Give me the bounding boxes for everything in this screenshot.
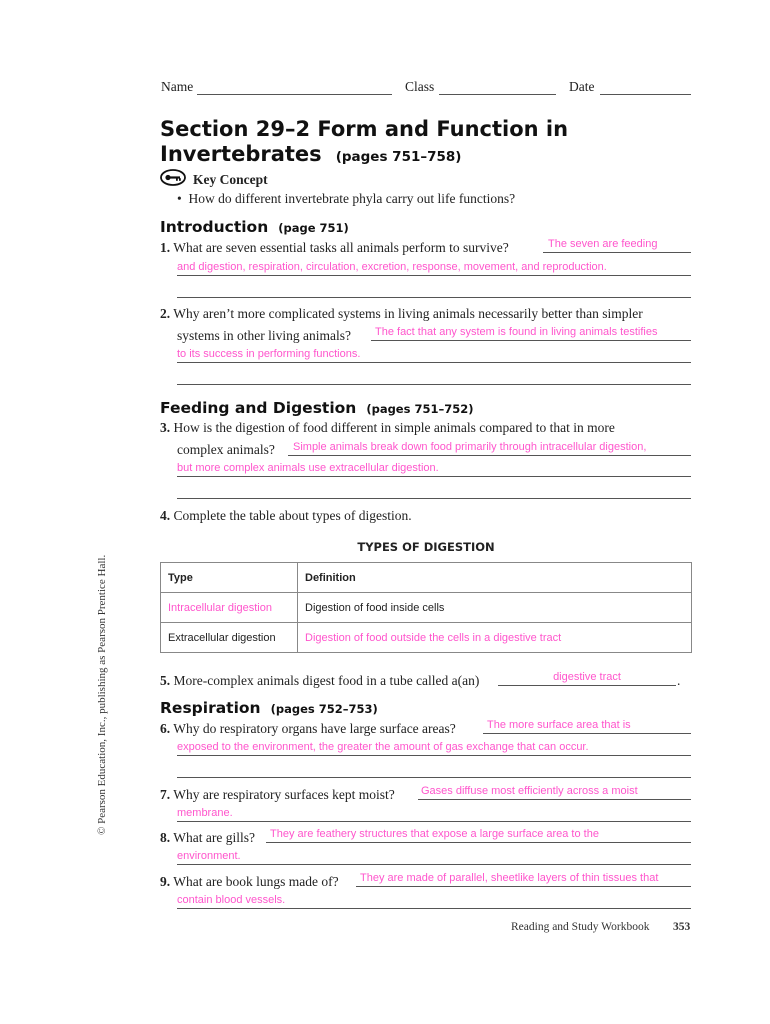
- key-concept-label: Key Concept: [193, 172, 268, 187]
- answer-line: [288, 455, 691, 456]
- question-text: Why aren’t more complicated systems in living animals necessarily better than simpler: [173, 306, 643, 321]
- answer-1-line1[interactable]: The seven are feeding: [548, 238, 658, 250]
- question-text: Why do respiratory organs have large surface areas?: [173, 721, 456, 736]
- date-field[interactable]: [600, 94, 691, 95]
- answer-line: [177, 297, 691, 298]
- answer-2-line1[interactable]: The fact that any system is found in living animals testifies: [375, 326, 658, 338]
- answer-line: [177, 777, 691, 778]
- section-title: Introduction: [160, 218, 269, 236]
- answer-3-line1[interactable]: Simple animals break down food primarily through intracellular digestion,: [293, 441, 647, 453]
- answer-9-line2[interactable]: contain blood vessels.: [177, 894, 286, 906]
- table-header-type: Type: [161, 563, 298, 593]
- answer-3-line2[interactable]: but more complex animals use extracellular digestion.: [177, 462, 439, 474]
- question-8: [160, 830, 255, 846]
- section-heading-respiration: [160, 699, 378, 717]
- name-label: Name: [161, 79, 194, 94]
- question-text: What are book lungs made of?: [173, 874, 339, 889]
- answer-1-line2[interactable]: and digestion, respiration, circulation, excretion, response, movement, and reproduction.: [177, 261, 607, 273]
- answer-line: [177, 908, 691, 909]
- answer-line: [356, 886, 691, 887]
- table-cell-answer[interactable]: Digestion of food outside the cells in a digestive tract: [298, 623, 692, 653]
- answer-7-line1[interactable]: Gases diffuse most efficiently across a moist: [421, 785, 638, 797]
- table-cell: Digestion of food inside cells: [298, 593, 692, 623]
- name-field[interactable]: [197, 94, 392, 95]
- question-number: 5.: [160, 673, 171, 688]
- question-7: [160, 787, 395, 803]
- answer-line: [371, 340, 691, 341]
- section-heading-introduction: [160, 218, 349, 236]
- question-6: [160, 721, 456, 737]
- table-header-row: [161, 563, 692, 593]
- answer-line: [543, 252, 691, 253]
- table-row: [161, 623, 692, 653]
- answer-line: [177, 275, 691, 276]
- answer-line: [177, 821, 691, 822]
- section-pages: (pages 752–753): [270, 702, 378, 716]
- answer-line: [177, 755, 691, 756]
- table-row: [161, 593, 692, 623]
- table-title: TYPES OF DIGESTION: [357, 540, 495, 554]
- question-9: [160, 874, 339, 890]
- question-number: 9.: [160, 874, 171, 889]
- question-text: Complete the table about types of digestion.: [173, 508, 412, 523]
- question-text: What are gills?: [173, 830, 255, 845]
- answer-line: [177, 362, 691, 363]
- section-heading-feeding: [160, 399, 473, 417]
- question-number: 4.: [160, 508, 171, 523]
- answer-8-line1[interactable]: They are feathery structures that expose a large surface area to the: [270, 828, 599, 840]
- table-cell: Extracellular digestion: [161, 623, 298, 653]
- footer-book-title: Reading and Study Workbook: [511, 921, 650, 933]
- side-copyright: © Pearson Education, Inc., publishing as Pearson Prentice Hall.: [96, 554, 108, 835]
- page-title-invertebrates: Invertebrates: [160, 142, 322, 166]
- answer-5[interactable]: digestive tract: [553, 671, 621, 683]
- question-3-line2: complex animals?: [177, 442, 275, 457]
- question-text: How is the digestion of food different in simple animals compared to that in more: [173, 420, 615, 435]
- page-title-line1: Section 29–2 Form and Function in: [160, 117, 569, 141]
- section-title: Respiration: [160, 699, 261, 717]
- key-icon: [160, 169, 186, 190]
- section-pages: (pages 751–752): [366, 402, 474, 416]
- answer-2-line2[interactable]: to its success in performing functions.: [177, 348, 361, 360]
- question-number: 2.: [160, 306, 171, 321]
- question-2-line1: [160, 306, 643, 322]
- answer-line: [177, 498, 691, 499]
- question-number: 3.: [160, 420, 171, 435]
- question-3-line1: [160, 420, 615, 436]
- table-cell-answer[interactable]: Intracellular digestion: [161, 593, 298, 623]
- question-number: 1.: [160, 240, 171, 255]
- section-title: Feeding and Digestion: [160, 399, 357, 417]
- key-concept-text: How do different invertebrate phyla carry out life functions?: [188, 191, 516, 206]
- question-2-line2: systems in other living animals?: [177, 328, 351, 343]
- answer-line: [266, 842, 691, 843]
- answer-line: [177, 384, 691, 385]
- answer-8-line2[interactable]: environment.: [177, 850, 241, 862]
- page-number: 353: [673, 921, 691, 933]
- digestion-table: [160, 562, 692, 653]
- table-header-definition: Definition: [298, 563, 692, 593]
- question-number: 8.: [160, 830, 171, 845]
- question-1: [160, 240, 509, 256]
- class-label: Class: [405, 79, 435, 94]
- class-field[interactable]: [439, 94, 556, 95]
- answer-7-line2[interactable]: membrane.: [177, 807, 233, 819]
- answer-line: [177, 476, 691, 477]
- key-concept-bullet: • How do different invertebrate phyla carry out life functions?: [177, 191, 516, 206]
- question-text: More-complex animals digest food in a tube called a(an): [173, 673, 480, 688]
- answer-6-line2[interactable]: exposed to the environment, the greater the amount of gas exchange that can occur.: [177, 741, 589, 753]
- answer-line: [483, 733, 691, 734]
- page-title-pages: (pages 751–758): [335, 149, 462, 165]
- question-4: [160, 508, 412, 524]
- question-number: 6.: [160, 721, 171, 736]
- answer-9-line1[interactable]: They are made of parallel, sheetlike layers of thin tissues that: [360, 872, 659, 884]
- question-5-end: .: [677, 673, 681, 688]
- page-title-line2: [160, 142, 461, 166]
- question-5: [160, 673, 479, 689]
- question-text: What are seven essential tasks all animals perform to survive?: [173, 240, 509, 255]
- answer-line: [498, 685, 676, 686]
- answer-line: [418, 799, 691, 800]
- answer-6-line1[interactable]: The more surface area that is: [487, 719, 631, 731]
- answer-line: [177, 864, 691, 865]
- section-pages: (page 751): [278, 221, 349, 235]
- question-text: Why are respiratory surfaces kept moist?: [173, 787, 395, 802]
- date-label: Date: [569, 79, 595, 94]
- question-number: 7.: [160, 787, 171, 802]
